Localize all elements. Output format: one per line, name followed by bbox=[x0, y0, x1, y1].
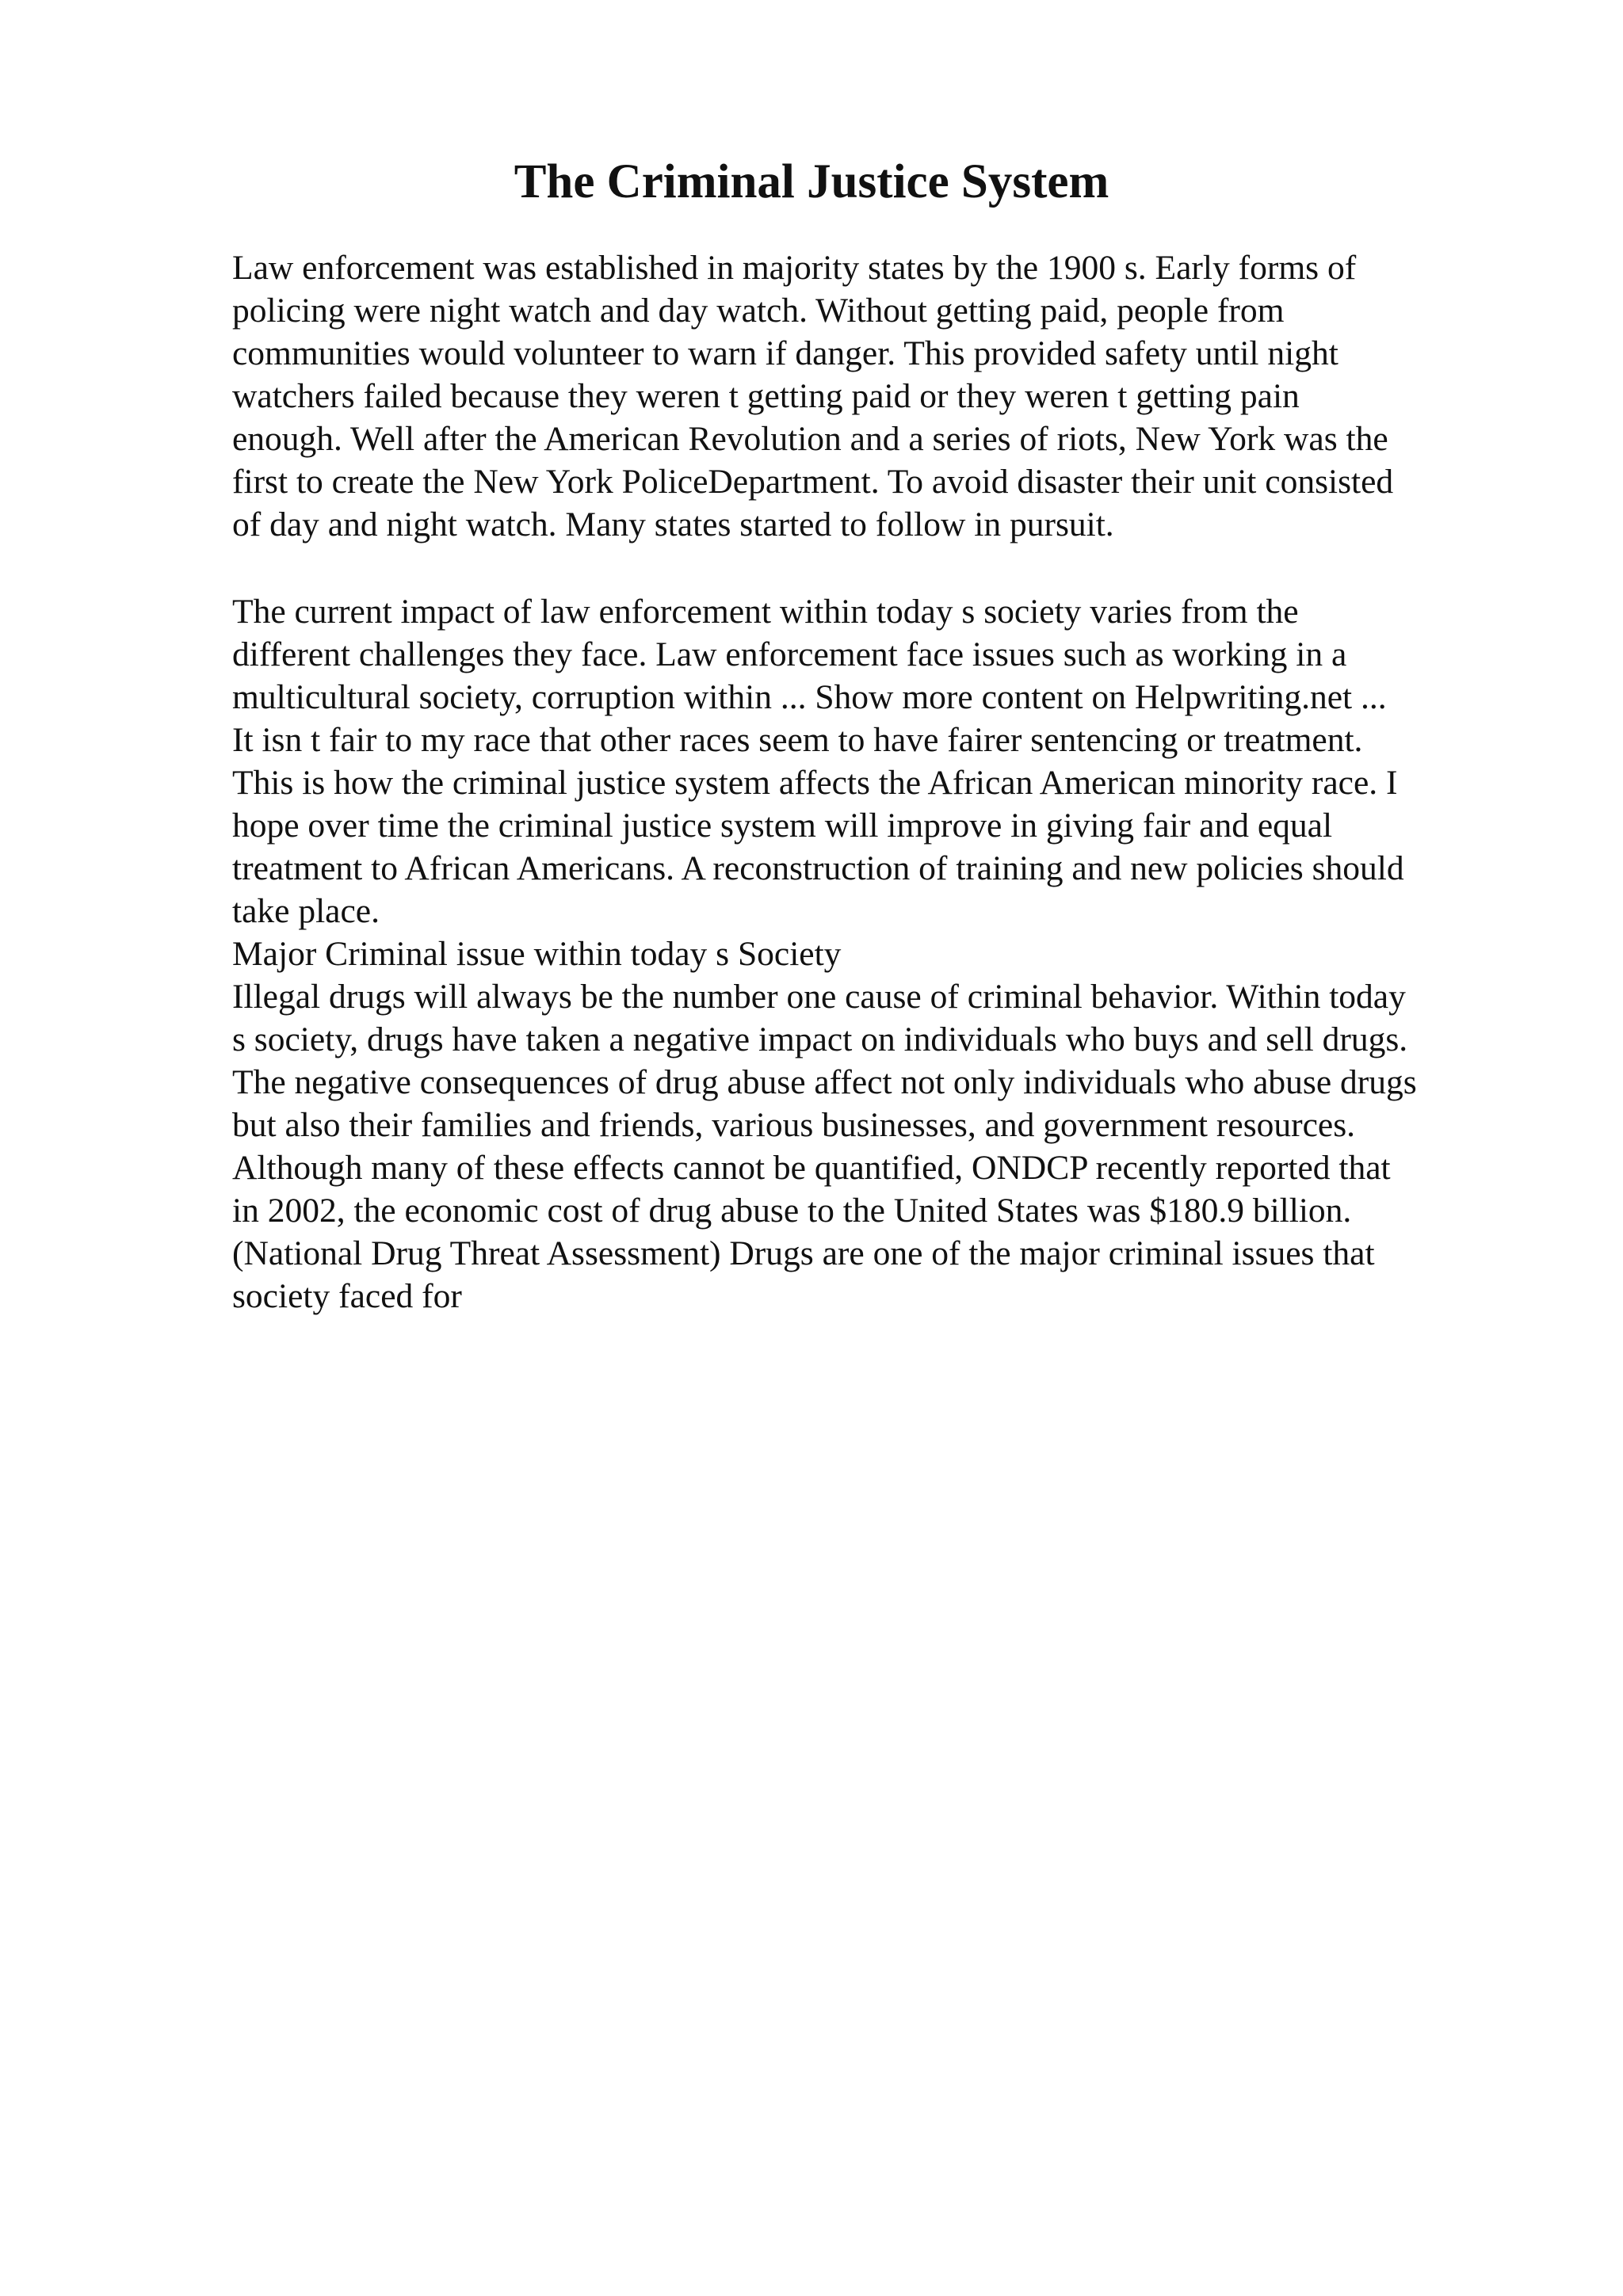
text-line: It isn t fair to my race that other races seem to have fairer sentencing or treatment. bbox=[232, 721, 1363, 759]
text-line: Law enforcement was established in majority states by the 1900 s. Early forms of bbox=[232, 249, 1357, 287]
text-line: but also their families and friends, various businesses, and government resources. bbox=[232, 1106, 1356, 1144]
text-line: first to create the New York PoliceDepartment. To avoid disaster their unit consisted bbox=[232, 463, 1394, 501]
text-line: enough. Well after the American Revolution and a series of riots, New York was the bbox=[232, 420, 1388, 458]
text-line: Although many of these effects cannot be quantified, ONDCP recently reported that bbox=[232, 1149, 1391, 1187]
text-line: of day and night watch. Many states started to follow in pursuit. bbox=[232, 505, 1114, 543]
text-line: in 2002, the economic cost of drug abuse to the United States was $180.9 billion. bbox=[232, 1192, 1352, 1230]
text-line: (National Drug Threat Assessment) Drugs are one of the major criminal issues that bbox=[232, 1234, 1375, 1272]
text-line: take place. bbox=[232, 892, 380, 930]
text-line: hope over time the criminal justice system will improve in giving fair and equal bbox=[232, 807, 1333, 845]
paragraph-law-enforcement-history bbox=[232, 246, 1516, 546]
text-line: This is how the criminal justice system affects the African American minority race. I bbox=[232, 764, 1398, 802]
text-line: policing were night watch and day watch. Without getting paid, people from bbox=[232, 292, 1285, 330]
text-line: The negative consequences of drug abuse affect not only individuals who abuse drugs bbox=[232, 1063, 1417, 1101]
text-line: different challenges they face. Law enforcement face issues such as working in a bbox=[232, 635, 1347, 673]
text-line: s society, drugs have taken a negative impact on individuals who buys and sell drugs. bbox=[232, 1020, 1408, 1058]
text-line: multicultural society, corruption within ... Show more content on Helpwriting.net ... bbox=[232, 678, 1387, 716]
text-line: society faced for bbox=[232, 1277, 462, 1315]
text-line: The current impact of law enforcement within today s society varies from the bbox=[232, 593, 1299, 631]
text-line: Illegal drugs will always be the number one cause of criminal behavior. Within today bbox=[232, 978, 1406, 1016]
document-title: The Criminal Justice System bbox=[514, 155, 1109, 208]
paragraph-current-impact bbox=[232, 590, 1516, 1318]
text-line: treatment to African Americans. A reconstruction of training and new policies should bbox=[232, 849, 1404, 887]
text-line: communities would volunteer to warn if danger. This provided safety until night bbox=[232, 334, 1338, 372]
text-line: watchers failed because they weren t getting paid or they weren t getting pain bbox=[232, 377, 1300, 415]
section-heading: Major Criminal issue within today s Society bbox=[232, 935, 842, 973]
